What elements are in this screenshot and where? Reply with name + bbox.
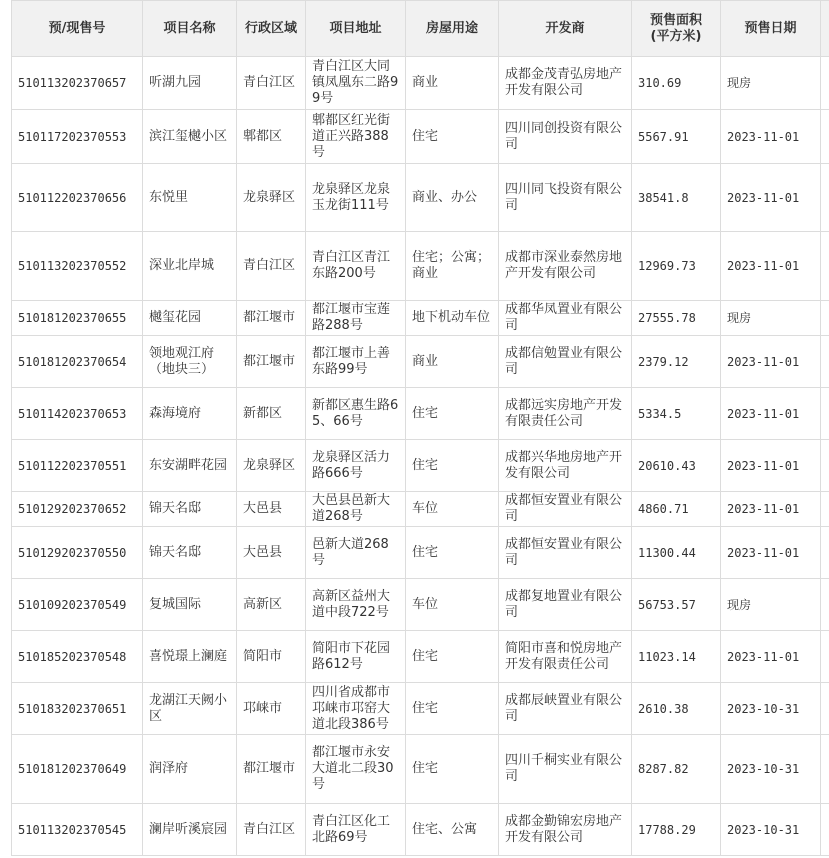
- cell-project-name: 领地观江府（地块三）: [143, 336, 237, 388]
- cell-developer: 成都复地置业有限公司: [499, 579, 632, 631]
- cell-extra: [821, 579, 829, 631]
- table-row: [12, 336, 829, 388]
- cell-district: 青白江区: [237, 232, 306, 301]
- cell-extra: [821, 527, 829, 579]
- cell-project-name: 听湖九园: [143, 57, 237, 110]
- cell-developer: 成都华凤置业有限公司: [499, 301, 632, 336]
- cell-developer: 成都金勤锦宏房地产开发有限公司: [499, 804, 632, 856]
- cell-date: 2023-11-01: [721, 110, 821, 164]
- cell-developer: 成都远实房地产开发有限责任公司: [499, 388, 632, 440]
- cell-date: 2023-11-01: [721, 388, 821, 440]
- table-row: [12, 164, 829, 232]
- cell-address: 青白江区化工北路69号: [306, 804, 406, 856]
- cell-area: 5567.91: [632, 110, 721, 164]
- cell-project-name: 森海境府: [143, 388, 237, 440]
- cell-extra: [821, 735, 829, 804]
- table-row: [12, 492, 829, 527]
- cell-developer: 成都恒安置业有限公司: [499, 527, 632, 579]
- table-row: [12, 804, 829, 856]
- cell-area: 27555.78: [632, 301, 721, 336]
- table-row: [12, 110, 829, 164]
- cell-developer: 成都信勉置业有限公司: [499, 336, 632, 388]
- table-row: [12, 232, 829, 301]
- cell-area: 17788.29: [632, 804, 721, 856]
- cell-extra: [821, 164, 829, 232]
- cell-district: 都江堰市: [237, 336, 306, 388]
- cell-district: 大邑县: [237, 527, 306, 579]
- cell-usage: 车位: [406, 492, 499, 527]
- cell-developer: 成都辰峡置业有限公司: [499, 683, 632, 735]
- table-row: [12, 735, 829, 804]
- cell-address: 都江堰市宝莲路288号: [306, 301, 406, 336]
- cell-project-name: 澜岸听溪宸园: [143, 804, 237, 856]
- cell-address: 大邑县邑新大道268号: [306, 492, 406, 527]
- cell-extra: [821, 440, 829, 492]
- header-extra: [821, 1, 829, 57]
- cell-project-name: 东悦里: [143, 164, 237, 232]
- cell-usage: 住宅: [406, 683, 499, 735]
- cell-address: 龙泉驿区活力路666号: [306, 440, 406, 492]
- cell-extra: [821, 301, 829, 336]
- header-address: 项目地址: [306, 1, 406, 57]
- cell-date: 2023-11-01: [721, 492, 821, 527]
- cell-district: 都江堰市: [237, 735, 306, 804]
- cell-project-name: 喜悦璟上澜庭: [143, 631, 237, 683]
- cell-usage: 住宅: [406, 110, 499, 164]
- cell-developer: 四川同飞投资有限公司: [499, 164, 632, 232]
- cell-address: 四川省成都市邛崃市邛窑大道北段386号: [306, 683, 406, 735]
- cell-developer: 成都兴华地房地产开发有限公司: [499, 440, 632, 492]
- cell-extra: [821, 336, 829, 388]
- cell-usage: 住宅: [406, 388, 499, 440]
- cell-area: 2610.38: [632, 683, 721, 735]
- header-district: 行政区域: [237, 1, 306, 57]
- cell-usage: 住宅: [406, 440, 499, 492]
- cell-usage: 车位: [406, 579, 499, 631]
- cell-date: 2023-11-01: [721, 232, 821, 301]
- table-row: [12, 527, 829, 579]
- cell-project-name: 锦天名邸: [143, 527, 237, 579]
- cell-developer: 成都恒安置业有限公司: [499, 492, 632, 527]
- cell-presale-no: 510183202370651: [12, 683, 143, 735]
- cell-date: 现房: [721, 57, 821, 110]
- cell-area: 11300.44: [632, 527, 721, 579]
- table-row: [12, 683, 829, 735]
- cell-usage: 商业: [406, 57, 499, 110]
- cell-project-name: 深业北岸城: [143, 232, 237, 301]
- cell-address: 都江堰市永安大道北二段30号: [306, 735, 406, 804]
- cell-presale-no: 510112202370551: [12, 440, 143, 492]
- cell-presale-no: 510181202370654: [12, 336, 143, 388]
- cell-presale-no: 510113202370552: [12, 232, 143, 301]
- cell-presale-no: 510117202370553: [12, 110, 143, 164]
- cell-address: 青白江区青江东路200号: [306, 232, 406, 301]
- cell-address: 青白江区大同镇凤凰东二路99号: [306, 57, 406, 110]
- table-row: [12, 631, 829, 683]
- cell-project-name: 锦天名邸: [143, 492, 237, 527]
- cell-presale-no: 510129202370550: [12, 527, 143, 579]
- cell-area: 20610.43: [632, 440, 721, 492]
- cell-project-name: 润泽府: [143, 735, 237, 804]
- cell-area: 56753.57: [632, 579, 721, 631]
- header-developer: 开发商: [499, 1, 632, 57]
- cell-address: 高新区益州大道中段722号: [306, 579, 406, 631]
- cell-extra: [821, 492, 829, 527]
- cell-area: 4860.71: [632, 492, 721, 527]
- cell-date: 2023-11-01: [721, 336, 821, 388]
- cell-date: 2023-11-01: [721, 164, 821, 232]
- cell-presale-no: 510181202370649: [12, 735, 143, 804]
- header-presale-no: 预/现售号: [12, 1, 143, 57]
- cell-address: 郫都区红光街道正兴路388号: [306, 110, 406, 164]
- cell-project-name: 东安湖畔花园: [143, 440, 237, 492]
- cell-district: 邛崃市: [237, 683, 306, 735]
- cell-extra: [821, 388, 829, 440]
- cell-extra: [821, 683, 829, 735]
- table-row: [12, 440, 829, 492]
- cell-presale-no: 510181202370655: [12, 301, 143, 336]
- cell-extra: [821, 57, 829, 110]
- cell-district: 新都区: [237, 388, 306, 440]
- table-row: [12, 57, 829, 110]
- cell-district: 简阳市: [237, 631, 306, 683]
- cell-date: 2023-10-31: [721, 683, 821, 735]
- cell-address: 龙泉驿区龙泉玉龙街111号: [306, 164, 406, 232]
- cell-developer: 成都市深业泰然房地产开发有限公司: [499, 232, 632, 301]
- cell-presale-no: 510109202370549: [12, 579, 143, 631]
- cell-usage: 住宅；公寓；商业: [406, 232, 499, 301]
- cell-district: 龙泉驿区: [237, 440, 306, 492]
- cell-date: 2023-11-01: [721, 440, 821, 492]
- cell-area: 38541.8: [632, 164, 721, 232]
- cell-extra: [821, 232, 829, 301]
- cell-area: 11023.14: [632, 631, 721, 683]
- cell-district: 青白江区: [237, 57, 306, 110]
- cell-project-name: 复城国际: [143, 579, 237, 631]
- cell-date: 现房: [721, 301, 821, 336]
- cell-area: 2379.12: [632, 336, 721, 388]
- header-row: [12, 1, 829, 57]
- cell-district: 高新区: [237, 579, 306, 631]
- cell-usage: 住宅、公寓: [406, 804, 499, 856]
- cell-usage: 商业: [406, 336, 499, 388]
- header-usage: 房屋用途: [406, 1, 499, 57]
- cell-developer: 成都金茂青弘房地产开发有限公司: [499, 57, 632, 110]
- cell-address: 都江堰市上善东路99号: [306, 336, 406, 388]
- cell-developer: 四川千桐实业有限公司: [499, 735, 632, 804]
- cell-district: 大邑县: [237, 492, 306, 527]
- cell-date: 2023-11-01: [721, 631, 821, 683]
- cell-usage: 住宅: [406, 527, 499, 579]
- cell-area: 310.69: [632, 57, 721, 110]
- cell-area: 12969.73: [632, 232, 721, 301]
- cell-extra: [821, 110, 829, 164]
- cell-address: 邑新大道268号: [306, 527, 406, 579]
- cell-district: 郫都区: [237, 110, 306, 164]
- cell-presale-no: 510114202370653: [12, 388, 143, 440]
- cell-address: 简阳市下花园路612号: [306, 631, 406, 683]
- cell-district: 都江堰市: [237, 301, 306, 336]
- cell-project-name: 龙湖江天阙小区: [143, 683, 237, 735]
- cell-area: 8287.82: [632, 735, 721, 804]
- cell-project-name: 樾玺花园: [143, 301, 237, 336]
- header-project-name: 项目名称: [143, 1, 237, 57]
- header-date: 预售日期: [721, 1, 821, 57]
- cell-date: 2023-10-31: [721, 804, 821, 856]
- cell-presale-no: 510129202370652: [12, 492, 143, 527]
- header-area: 预售面积 (平方米): [632, 1, 721, 57]
- cell-date: 2023-10-31: [721, 735, 821, 804]
- cell-presale-no: 510113202370657: [12, 57, 143, 110]
- table-row: [12, 579, 829, 631]
- cell-district: 青白江区: [237, 804, 306, 856]
- cell-project-name: 滨江玺樾小区: [143, 110, 237, 164]
- cell-presale-no: 510113202370545: [12, 804, 143, 856]
- table-row: [12, 301, 829, 336]
- cell-developer: 四川同创投资有限公司: [499, 110, 632, 164]
- cell-developer: 简阳市喜和悦房地产开发有限责任公司: [499, 631, 632, 683]
- cell-area: 5334.5: [632, 388, 721, 440]
- cell-address: 新都区惠生路65、66号: [306, 388, 406, 440]
- cell-extra: [821, 804, 829, 856]
- presale-table: [11, 0, 829, 856]
- cell-usage: 住宅: [406, 735, 499, 804]
- cell-usage: 地下机动车位: [406, 301, 499, 336]
- cell-extra: [821, 631, 829, 683]
- cell-presale-no: 510185202370548: [12, 631, 143, 683]
- cell-date: 2023-11-01: [721, 527, 821, 579]
- cell-date: 现房: [721, 579, 821, 631]
- cell-usage: 商业、办公: [406, 164, 499, 232]
- cell-district: 龙泉驿区: [237, 164, 306, 232]
- table-row: [12, 388, 829, 440]
- cell-presale-no: 510112202370656: [12, 164, 143, 232]
- cell-usage: 住宅: [406, 631, 499, 683]
